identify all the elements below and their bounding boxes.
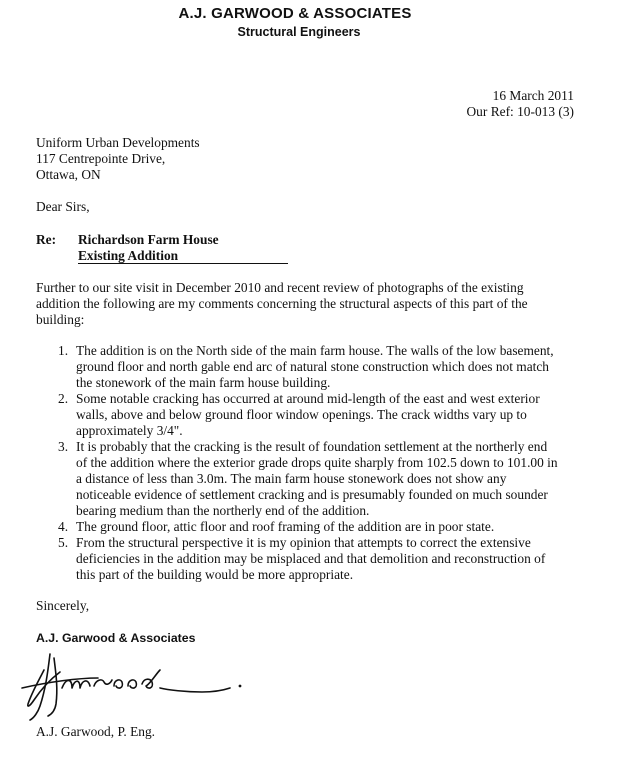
date-block (467, 88, 574, 120)
list-item-number: 5. (58, 535, 69, 550)
list-item (36, 519, 596, 535)
list-item-line: From the structural perspective it is my opinion that attempts to correct the extensive (76, 535, 531, 550)
handwritten-signature (18, 648, 248, 728)
letter-date: 16 March 2011 (492, 88, 574, 103)
numbered-list (36, 343, 596, 583)
intro-line: Further to our site visit in December 2010 and recent review of photographs of the existing (36, 280, 524, 295)
list-item-line: The addition is on the North side of the main farm house. The walls of the low basement, (76, 343, 554, 358)
signature-company: A.J. Garwood & Associates (36, 631, 196, 645)
letterhead-company: A.J. GARWOOD & ASSOCIATES (178, 5, 412, 22)
list-item-number: 1. (58, 343, 69, 358)
list-item-line: Some notable cracking has occurred at around mid-length of the east and west exterior (76, 391, 540, 406)
list-item-line: It is probably that the cracking is the result of foundation settlement at the northerly end (76, 439, 548, 454)
salutation: Dear Sirs, (36, 199, 90, 214)
list-item-line: approximately 3/4". (76, 423, 183, 438)
list-item (36, 343, 596, 391)
subject-line-2: Existing Addition (78, 248, 179, 263)
subject-label: Re: (36, 232, 57, 247)
list-item-line: noticeable evidence of settlement cracking and is presumably founded on much sounder (76, 487, 548, 502)
intro-line: building: (36, 312, 85, 327)
recipient-city: Ottawa, ON (36, 167, 101, 182)
list-item-line: The ground floor, attic floor and roof framing of the addition are in poor state. (76, 519, 495, 534)
list-item (36, 391, 596, 439)
intro-paragraph (36, 280, 576, 328)
letterhead-subtitle: Structural Engineers (237, 25, 361, 39)
list-item (36, 439, 596, 519)
subject-lines (78, 232, 328, 264)
list-item (36, 535, 596, 583)
list-item-line: walls, above and below ground floor window openings. The crack widths vary up to (76, 407, 527, 422)
intro-line: addition the following are my comments concerning the structural aspects of this part of the (36, 296, 528, 311)
list-item-number: 2. (58, 391, 69, 406)
signatory-name: A.J. Garwood, P. Eng. (36, 724, 156, 739)
list-item-number: 3. (58, 439, 69, 454)
subject-line-1: Richardson Farm House (78, 232, 219, 247)
list-item-line: ground floor and north gable end arc of natural stone construction which does not match (76, 359, 550, 374)
recipient-address (36, 135, 200, 183)
recipient-street: 117 Centrepointe Drive, (36, 151, 166, 166)
reference-number: Our Ref: 10-013 (3) (466, 104, 574, 119)
list-item-line: bearing medium than the northerly end of the addition. (76, 503, 370, 518)
list-item-line: deficiencies in the addition may be misplaced and that demolition and reconstruction of (76, 551, 546, 566)
closing: Sincerely, (36, 598, 90, 613)
list-item-line: of the addition where the exterior grade drops quite sharply from 102.5 down to 101.00 in (76, 455, 558, 470)
list-item-number: 4. (58, 519, 69, 534)
list-item-line: this part of the building would be more appropriate. (76, 567, 354, 582)
list-item-line: a distance of less than 3.0m. The main farm house stonework does not show any (76, 471, 507, 486)
list-item-line: the stonework of the main farm house building. (76, 375, 331, 390)
subject-underline (78, 263, 288, 264)
recipient-name: Uniform Urban Developments (36, 135, 200, 150)
